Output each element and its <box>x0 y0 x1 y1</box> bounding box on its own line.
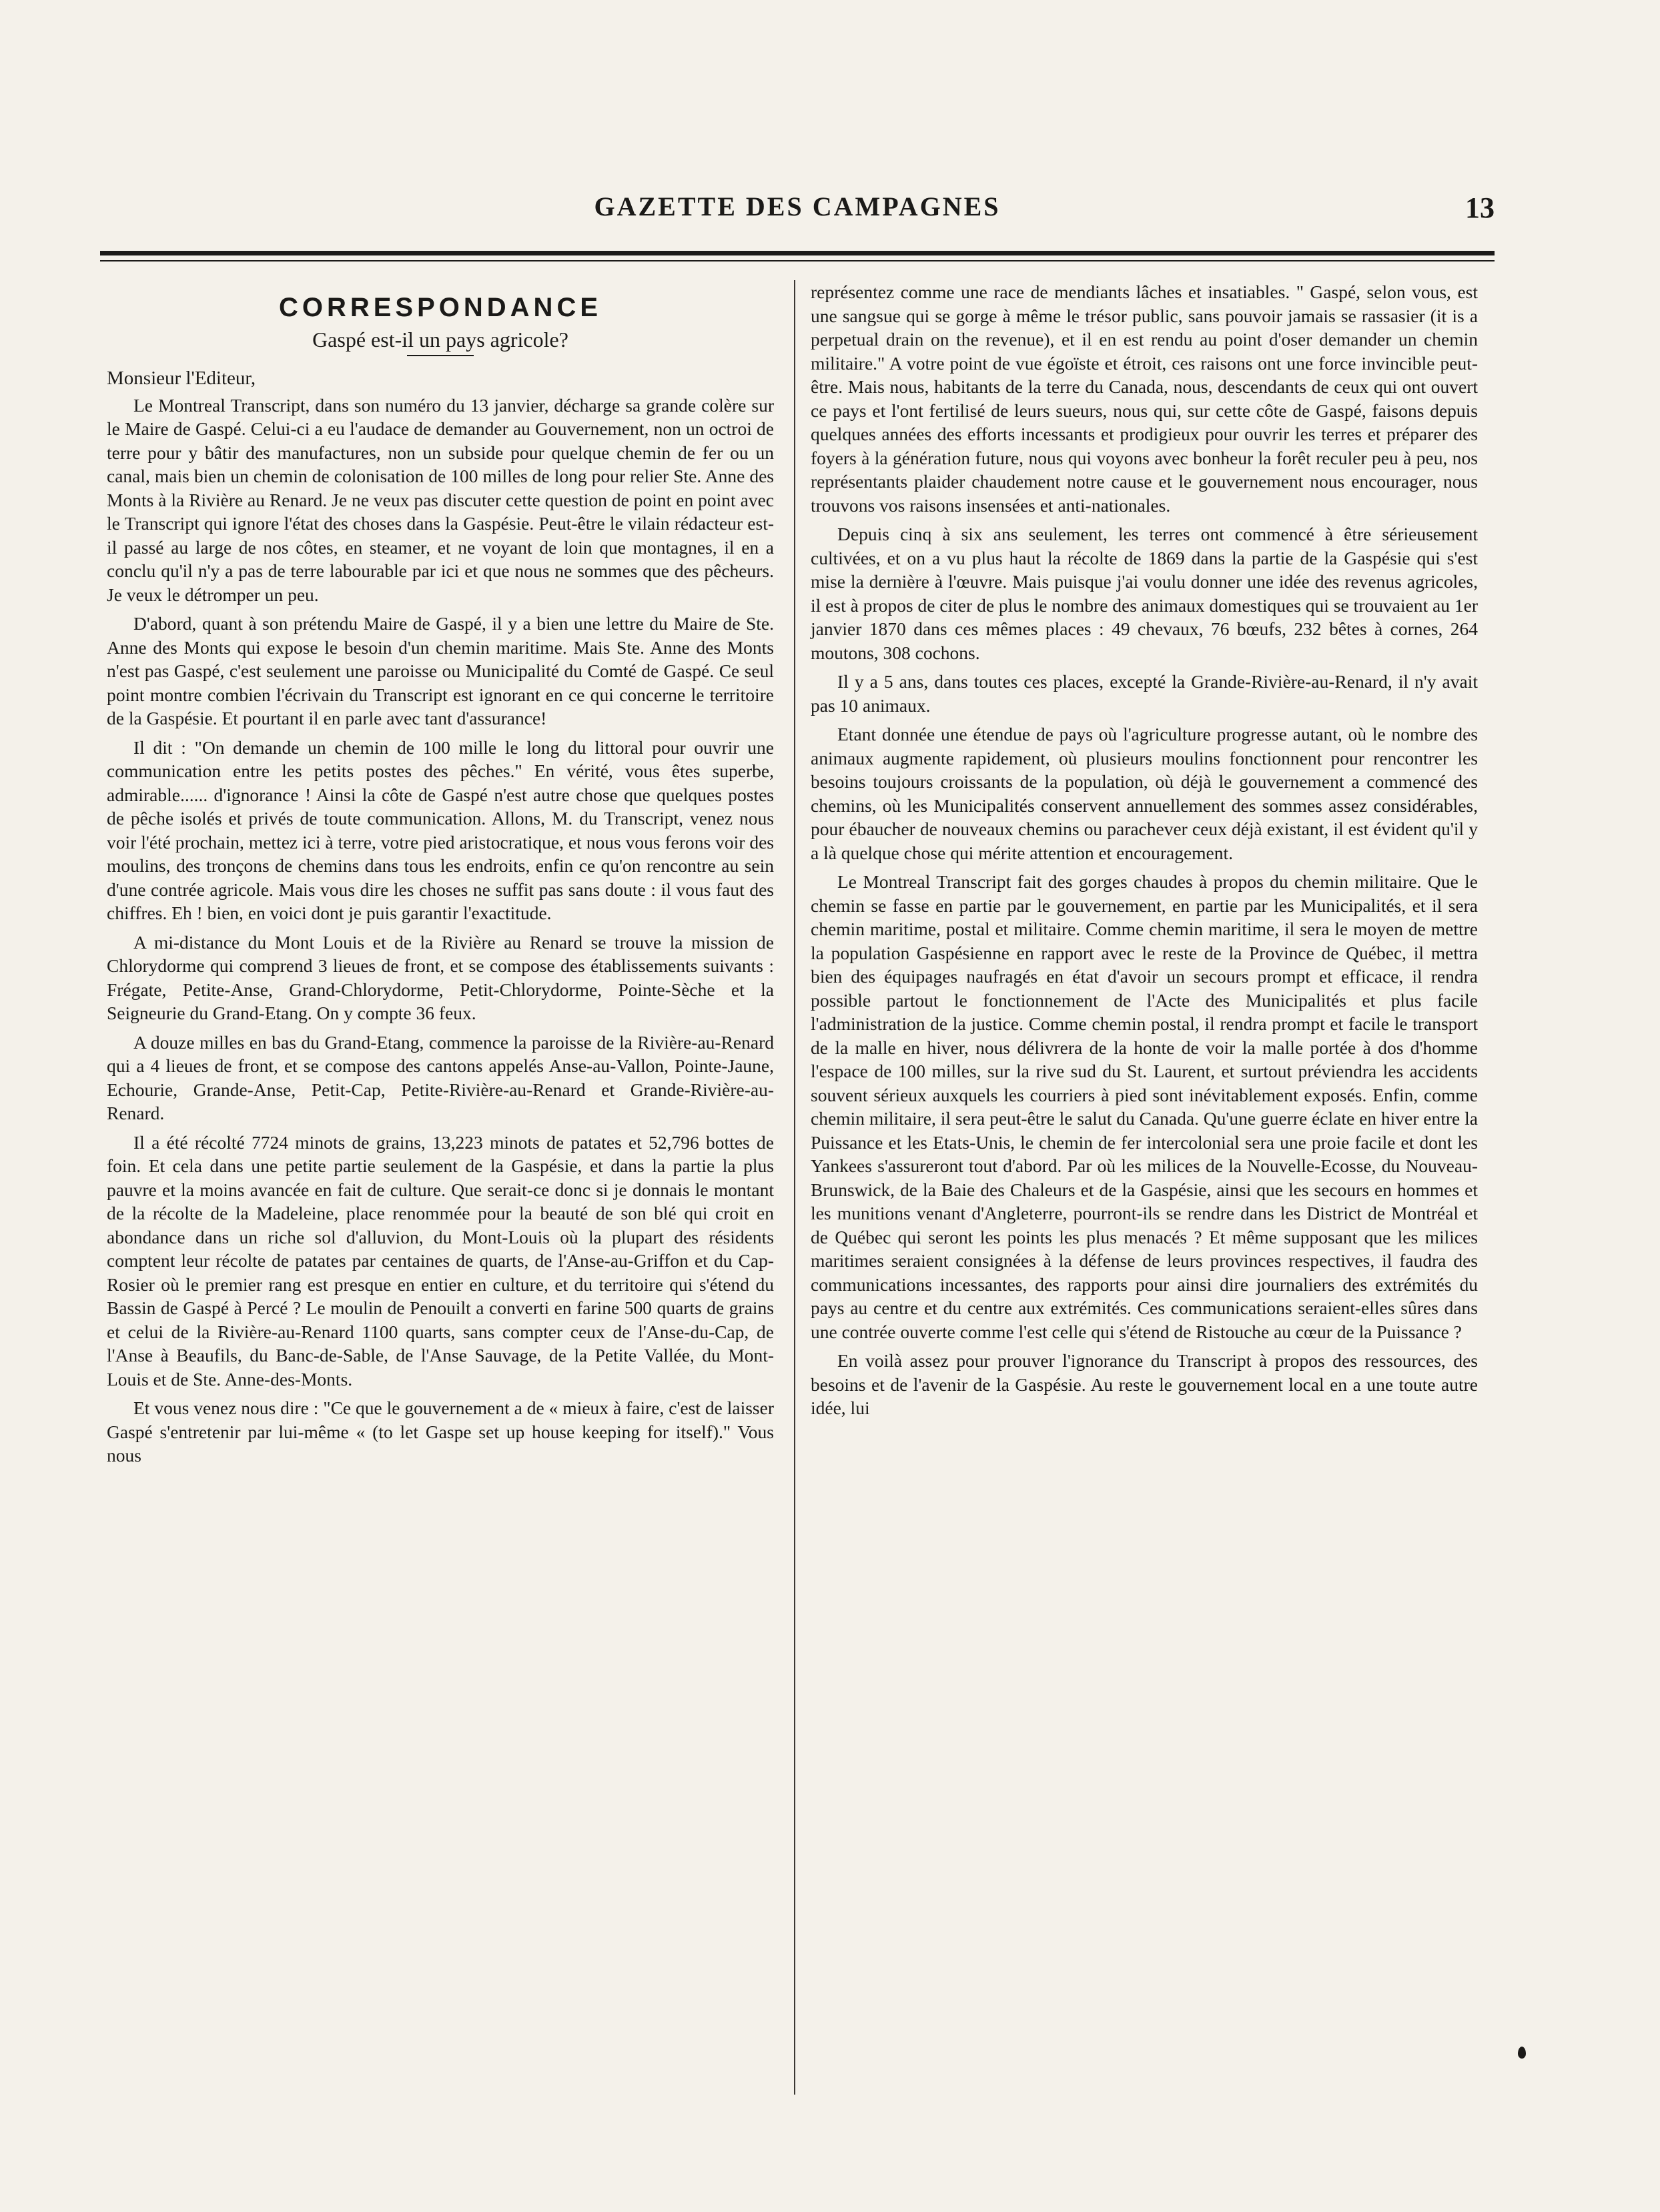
paragraph: Et vous venez nous dire : "Ce que le gouvernement a de « mieux à faire, c'est de laisser Gaspé s'entretenir par lui-même « (to let Gaspe set up house keeping for itself)." Vous nous <box>107 1398 774 1466</box>
page-header <box>100 191 1495 231</box>
paragraph: Depuis cinq à six ans seulement, les terres ont commencé à être sérieusement cultivées, et on a vu plus haut la récolte de 1869 dans la partie de la Gaspésie qui s'est mise la dernière à l'œuvre. Mais puisque j'ai voulu donner une idée des revenus agricoles, il est à propos de citer de plus le nombre des animaux domestiques qui se trouvaient au 1er janvier 1870 dans ces mêmes places : 49 chevaux, 76 bœufs, 232 bêtes à cornes, 264 moutons, 308 cochons. <box>811 524 1478 663</box>
article-subheading: Gaspé est-il un pays agricole? <box>312 328 568 352</box>
short-rule <box>407 355 474 356</box>
left-column <box>107 280 774 1473</box>
paragraph: Il a été récolté 7724 minots de grains, 13,223 minots de patates et 52,796 bottes de foin. Et cela dans une petite partie seulement de la Gaspésie, et dans la partie la plus pauvre et la moins avancée en fait de culture. Que serait-ce donc si je donnais le montant de la récolte de la Madeleine, place renommée pour la beauté de son blé qui croit en abondance dans un riche sol d'alluvion, du Mont-Louis où la plupart des résidents comptent leur récolte de patates par centaines de quarts, de l'Anse-au-Griffon et du Cap-Rosier où le premier rang est presque en entier en culture, et du territoire qui s'étend du Bassin de Gaspé à Percé ? Le moulin de Penouilt a converti en farine 500 quarts de grains et celui de la Rivière-au-Renard 1100 quarts, sans compter ceux de l'Anse-du-Cap, de l'Anse à Beaufils, du Banc-de-Sable, de l'Anse Sauvage, de la Petite Vallée, du Mont-Louis et de Ste. Anne-des-Monts. <box>107 1131 774 1390</box>
paragraph: Etant donnée une étendue de pays où l'agriculture progresse autant, où le nombre des animaux augmente rapidement, où plusieurs moulins fonctionnent pour rencontrer les besoins toujours croissants de la population, où déjà le gouvernement a commencé des chemins, où les Municipalités conservent annuellement des sommes assez considérables, pour ébaucher de nouveaux chemins ou parachever ceux déjà existant, il est évident qu'il y a là quelque chose qui mérite attention et encouragement. <box>811 724 1478 863</box>
right-column <box>811 280 1478 1426</box>
article-heading: CORRESPONDANCE <box>278 293 602 322</box>
paragraph: Le Montreal Transcript fait des gorges chaudes à propos du chemin militaire. Que le chemin se fasse en partie par le gouvernement, en partie par les Municipalités, et il sera chemin maritime, postal et militaire. Comme chemin maritime, il sera le moyen de mettre la population Gaspésienne en rapport avec le reste de la Province de Québec, il mettra bien des équipages naufragés en état d'avoir un secours prompt et efficace, il rendra possible partout le fonctionnement de l'Acte des Municipalités et plus facile l'administration de la justice. Comme chemin postal, il rendra prompt et facile le transport de la malle en hiver, nous délivrera de la honte de voir la malle portée à dos d'homme l'espace de 100 milles, sur la rive sud du St. Laurent, et surtout préviendra les accidents souvent sérieux auxquels les courriers à pied sont inévitablement exposés. Enfin, comme chemin militaire, il sera peut-être le salut du Canada. Qu'une guerre éclate en hiver entre la Puissance et les Etats-Unis, le chemin de fer intercolonial sera une proie facile et dont les Yankees s'assureront tout d'abord. Par où les milices de la Nouvelle-Ecosse, du Nouveau-Brunswick, de la Baie des Chaleurs et de la Gaspésie, ainsi que les secours en hommes et les munitions venant d'Angleterre, pourront-ils se rendre dans les District de Montréal et de Québec qui seront les points les plus menacés ? Et même supposant que les milices maritimes seraient consignées à la défense de leurs provinces respectives, il faudra des communications incessantes, des rapports pour ainsi dire journaliers des extrémités du pays au centre et du centre aux extrémités. Ces communications seraient-elles sûres dans une contrée ouverte comme l'est celle qui s'étend de Ristouche au cœur de la Puissance ? <box>811 871 1478 1342</box>
paragraph: Il dit : "On demande un chemin de 100 mille le long du littoral pour ouvrir une communication entre les petits postes des pêches." En vérité, vous êtes superbe, admirable...... d'ignorance ! Ainsi la côte de Gaspé n'est autre chose que quelques postes de pêche isolés et privés de toute communication. Allons, M. du Transcript, venez nous voir l'été prochain, mettez ici à terre, votre pied aristocratique, et nous vous ferons voir des moulins, des tronçons de chemins dans tous les endroits, enfin ce qu'on rencontre au sein d'une contrée agricole. Mais vous dire les choses ne suffit pas sans doute : il vous faut des chiffres. Eh ! bien, en voici dont je puis garantir l'exactitude. <box>107 736 774 923</box>
paragraph: Le Montreal Transcript, dans son numéro du 13 janvier, décharge sa grande colère sur le Maire de Gaspé. Celui-ci a eu l'audace de demander au Gouvernement, non un octroi de terre pour y bâtir des manufactures, non un subside pour quelque chemin de fer ou un canal, mais bien un chemin de colonisation de 100 milles de long pour relier Ste. Anne des Monts à la Rivière au Renard. Je ne veux pas discuter cette question de point en point avec le Transcript qui ignore l'état des choses dans la Gaspésie. Peut-être le vilain rédacteur est-il passé au large de nos côtes, en steamer, et ne voyant de loin que montagnes, il en a conclu qu'il n'y a pas de terre labourable par ici et que nous ne sommes que des pêcheurs. Je veux le détromper un peu. <box>107 394 774 605</box>
page-number: 13 <box>1465 191 1495 224</box>
header-rule-thin <box>100 260 1495 261</box>
paragraph: En voilà assez pour prouver l'ignorance du Transcript à propos des ressources, des besoins et de l'avenir de la Gaspésie. Au reste le gouvernement local en a une toute autre idée, lui <box>811 1350 1478 1418</box>
paragraph: A douze milles en bas du Grand-Etang, commence la paroisse de la Rivière-au-Renard qui a 4 lieues de front, et se compose des cantons appelés Anse-au-Vallon, Pointe-Jaune, Echourie, Grande-Anse, Petit-Cap, Petite-Rivière-au-Renard et Grande-Rivière-au-Renard. <box>107 1031 774 1123</box>
column-divider <box>794 280 795 2095</box>
paragraph: D'abord, quant à son prétendu Maire de Gaspé, il y a bien une lettre du Maire de Ste. Anne des Monts qui expose le besoin d'un chemin maritime. Mais Ste. Anne des Monts n'est pas Gaspé, c'est seulement une paroisse ou Municipalité du Comté de Gaspé. Ce seul point montre combien l'écrivain du Transcript est ignorant en ce qui concerne le territoire de la Gaspésie. Et pourtant il en parle avec tant d'assurance! <box>107 613 774 728</box>
paragraph: Il y a 5 ans, dans toutes ces places, excepté la Grande-Rivière-au-Renard, il n'y avait pas 10 animaux. <box>811 671 1478 716</box>
margin-mark <box>1518 2047 1526 2059</box>
paragraph: A mi-distance du Mont Louis et de la Rivière au Renard se trouve la mission de Chlorydorme qui comprend 3 lieues de front, et se compose des établissements suivants : Frégate, Petite-Anse, Grand-Chlorydorme, Petit-Chlorydorme, Pointe-Sèche et la Seigneurie du Grand-Etang. On y compte 36 feux. <box>107 931 774 1023</box>
paragraph: représentez comme une race de mendiants lâches et insatiables. " Gaspé, selon vous, est une sangsue qui se gorge à même le trésor public, sans pouvoir jamais se rassasier (it is a perpetual drain on the revenue), et il en est rendu au point d'oser demander un chemin militaire." A votre point de vue égoïste et étroit, ces raisons ont une force invincible peut-être. Mais nous, habitants de la terre du Canada, nous, descendants de ceux qui ont ouvert ce pays et l'ont fertilisé de leurs sueurs, nous qui, sur cette côte de Gaspé, faisons depuis quelques années des efforts incessants et prodigieux pour ouvrir les terres et préparer des foyers à la génération future, nous qui voyons avec bonheur la forêt reculer peu à peu, nos représentants plaider chaudement notre cause et le gouvernement nous encourager, nous trouvons vos raisons insensées et anti-nationales. <box>811 282 1478 516</box>
salutation: Monsieur l'Editeur, <box>107 368 256 389</box>
header-rule-thick <box>100 251 1495 255</box>
running-title: GAZETTE DES CAMPAGNES <box>594 191 1001 221</box>
